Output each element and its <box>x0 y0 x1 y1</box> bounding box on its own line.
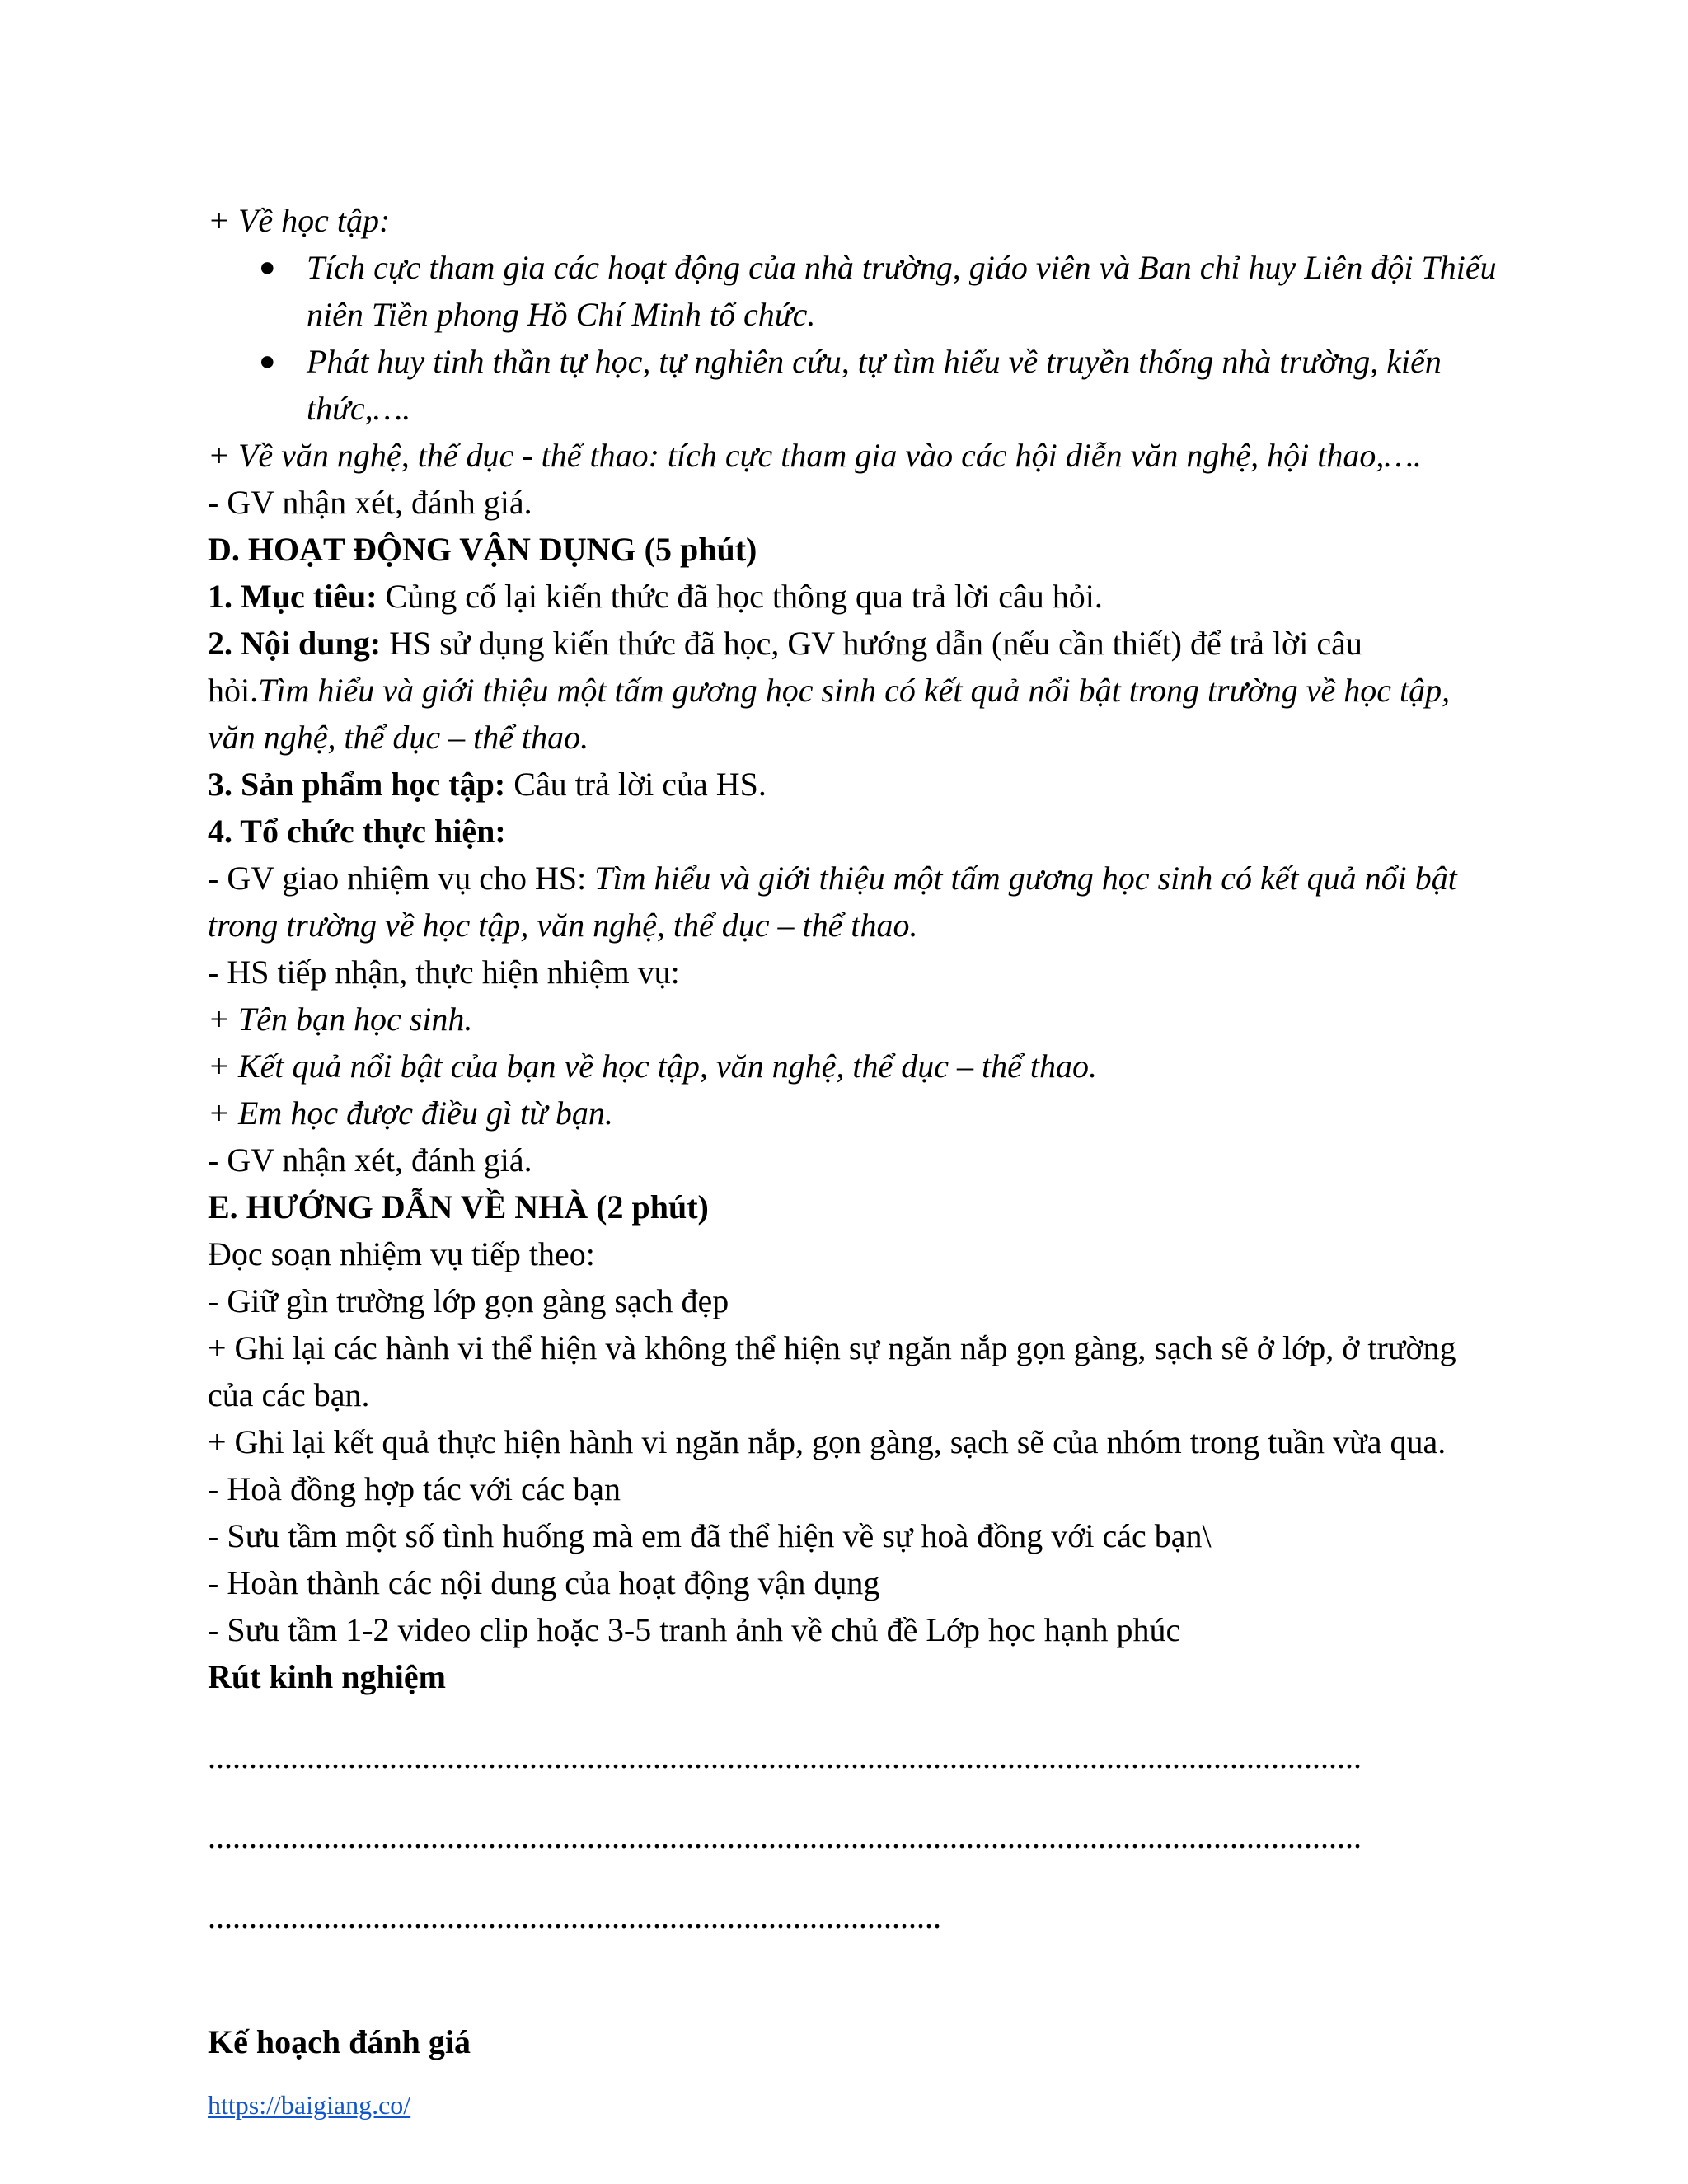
section-d-title: D. HOẠT ĐỘNG VẬN DỤNG (5 phút) <box>208 531 757 568</box>
learning-bullet-list <box>208 244 1543 432</box>
home-item: - Giữ gìn trường lớp gọn gàng sạch đẹp <box>208 1282 729 1319</box>
experience-title: Rút kinh nghiệm <box>208 1658 446 1695</box>
bullet-text: Phát huy tinh thần tự học, tự nghiên cứu, tự tìm hiểu về truyền thống nhà trường, kiến thức,…. <box>307 343 1442 427</box>
home-item: - Sưu tầm một số tình huống mà em đã thể hiện về sự hoà đồng với các bạn\ <box>208 1517 1212 1554</box>
hs-receive-line: - HS tiếp nhận, thực hiện nhiệm vụ: <box>208 954 680 991</box>
plan-title: Kế hoạch đánh giá <box>208 2023 471 2060</box>
content-label: 2. Nội dung: <box>208 625 382 662</box>
spacer <box>208 1973 1543 2018</box>
goal-text: Củng cố lại kiến thức đã học thông qua trả lời câu hỏi. <box>377 578 1103 615</box>
arts-line: + Về văn nghệ, thể dục - thể thao: tích cực tham gia vào các hội diễn văn nghệ, hội thao,…. <box>208 437 1422 474</box>
product-line <box>208 761 1543 808</box>
org-label: 4. Tổ chức thực hiện: <box>208 813 506 850</box>
bullet-text: Tích cực tham gia các hoạt động của nhà trường, giáo viên và Ban chỉ huy Liên đội Thiếu niên Tiền phong Hồ Chí Minh tổ chức. <box>307 249 1497 333</box>
task-paragraph <box>208 855 1526 949</box>
home-item: - Sưu tầm 1-2 video clip hoặc 3-5 tranh ảnh về chủ đề Lớp học hạnh phúc <box>208 1611 1181 1648</box>
home-item: - Hoà đồng hợp tác với các bạn <box>208 1470 621 1507</box>
product-label: 3. Sản phẩm học tập: <box>208 766 506 803</box>
hs-item: + Em học được điều gì từ bạn. <box>208 1094 613 1132</box>
gv-comment: - GV nhận xét, đánh giá. <box>208 1141 532 1179</box>
section-e-title: E. HƯỚNG DẪN VỀ NHÀ (2 phút) <box>208 1188 709 1226</box>
task-italic: Tìm hiểu và giới thiệu một tấm gương học sinh có kết quả nổi bật trong trường về học tập, văn nghệ, thể dục – thể thao. <box>208 860 1457 944</box>
home-item: + Ghi lại các hành vi thể hiện và không thể hiện sự ngăn nắp gọn gàng, sạch sẽ ở lớp, ở trường của các bạn. <box>208 1329 1456 1413</box>
home-intro: Đọc soạn nhiệm vụ tiếp theo: <box>208 1235 595 1272</box>
content-italic: Tìm hiểu và giới thiệu một tấm gương học sinh có kết quả nổi bật trong trường về học tập, văn nghệ, thể dục – thể thao. <box>208 672 1451 756</box>
gv-comment: - GV nhận xét, đánh giá. <box>208 484 532 521</box>
dotted-line: ......................................................................................... <box>208 1898 941 1935</box>
bullet-icon: ● <box>259 346 276 377</box>
bullet-item <box>208 338 1543 432</box>
bullet-item <box>208 244 1543 338</box>
content-paragraph <box>208 620 1469 761</box>
dotted-line: ............................................................................................................................................ <box>208 1738 1362 1775</box>
dotted-line: ............................................................................................................................................ <box>208 1818 1362 1855</box>
home-item: - Hoàn thành các nội dung của hoạt động vận dụng <box>208 1564 880 1601</box>
hs-item: + Tên bạn học sinh. <box>208 1001 473 1038</box>
learning-header: + Về học tập: <box>208 202 391 239</box>
hs-item: + Kết quả nổi bật của bạn về học tập, văn nghệ, thể dục – thể thao. <box>208 1047 1098 1085</box>
goal-label: 1. Mục tiêu: <box>208 578 377 615</box>
bullet-icon: ● <box>259 252 276 283</box>
document-body <box>208 197 1543 2065</box>
goal-line <box>208 573 1543 620</box>
footer-link[interactable]: https://baigiang.co/ <box>208 2090 411 2120</box>
content-text: HS sử dụng kiến thức đã học, GV hướng dẫn (nếu cần thiết) để trả lời câu hỏi. <box>208 625 1362 709</box>
task-prefix: - GV giao nhiệm vụ cho HS: <box>208 860 595 897</box>
product-text: Câu trả lời của HS. <box>505 766 767 803</box>
home-item: + Ghi lại kết quả thực hiện hành vi ngăn nắp, gọn gàng, sạch sẽ của nhóm trong tuần vừa qua. <box>208 1423 1447 1460</box>
